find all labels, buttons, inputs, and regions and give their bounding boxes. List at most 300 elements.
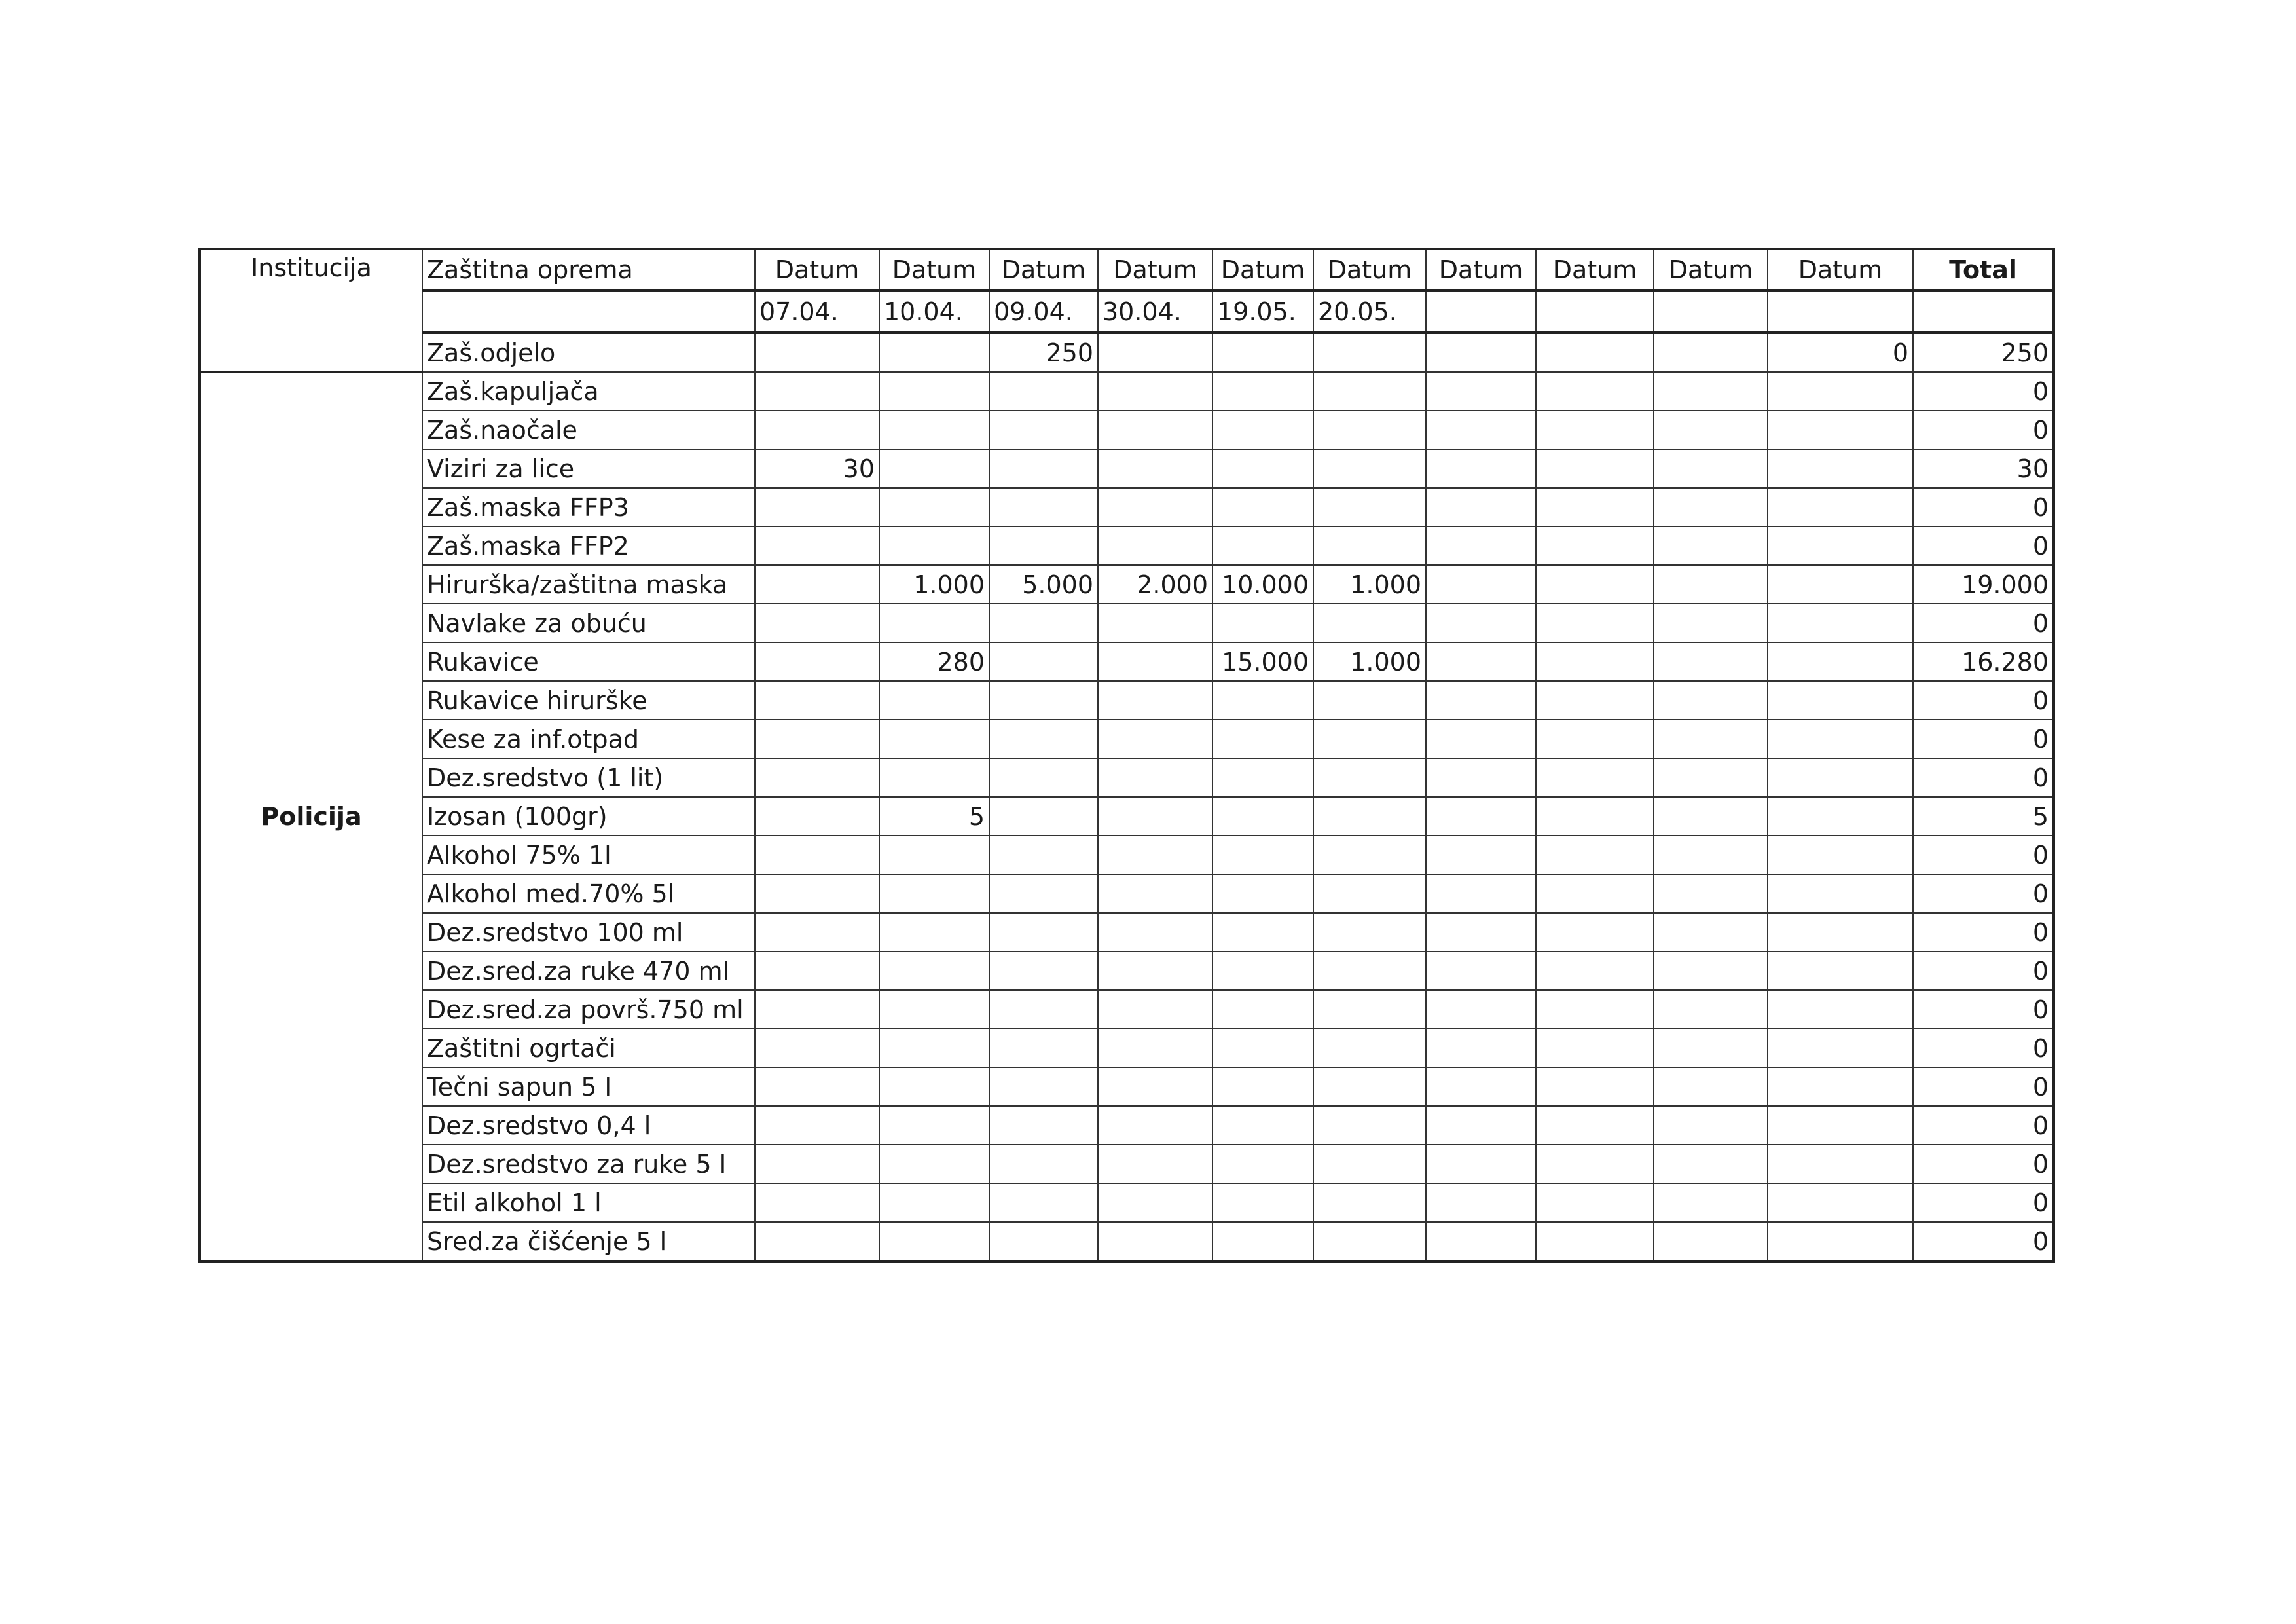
quantity-cell bbox=[1768, 411, 1913, 449]
quantity-cell: 5.000 bbox=[989, 565, 1098, 604]
quantity-cell bbox=[1098, 836, 1212, 874]
quantity-cell bbox=[989, 874, 1098, 913]
quantity-cell bbox=[1536, 720, 1654, 758]
quantity-cell bbox=[1313, 526, 1426, 565]
table-row bbox=[200, 1222, 2054, 1261]
quantity-cell bbox=[1654, 565, 1768, 604]
table-row bbox=[200, 1067, 2054, 1106]
quantity-cell bbox=[1212, 874, 1313, 913]
quantity-cell bbox=[755, 681, 879, 720]
quantity-cell bbox=[879, 874, 989, 913]
quantity-cell bbox=[1098, 1145, 1212, 1183]
quantity-cell bbox=[1426, 1029, 1536, 1067]
quantity-cell: 1.000 bbox=[1313, 642, 1426, 681]
quantity-cell bbox=[755, 1067, 879, 1106]
quantity-cell bbox=[1313, 1183, 1426, 1222]
quantity-cell bbox=[1313, 411, 1426, 449]
quantity-cell bbox=[989, 1106, 1098, 1145]
date-value: 09.04. bbox=[989, 291, 1098, 333]
quantity-cell bbox=[1212, 488, 1313, 526]
quantity-cell bbox=[1768, 526, 1913, 565]
quantity-cell bbox=[1768, 1222, 1913, 1261]
quantity-cell bbox=[1313, 797, 1426, 836]
table-body bbox=[200, 249, 2054, 1261]
quantity-cell bbox=[1212, 333, 1313, 372]
quantity-cell bbox=[989, 951, 1098, 990]
quantity-cell bbox=[1212, 1029, 1313, 1067]
dates-row-label bbox=[422, 291, 755, 333]
quantity-cell bbox=[989, 990, 1098, 1029]
quantity-cell bbox=[1426, 526, 1536, 565]
quantity-cell bbox=[755, 758, 879, 797]
date-header: Datum bbox=[989, 249, 1098, 291]
date-header: Datum bbox=[1426, 249, 1536, 291]
quantity-cell bbox=[755, 488, 879, 526]
quantity-cell bbox=[1654, 1222, 1768, 1261]
dates-row bbox=[200, 291, 2054, 333]
quantity-cell: 30 bbox=[755, 449, 879, 488]
quantity-cell bbox=[1536, 1067, 1654, 1106]
quantity-cell bbox=[1212, 1145, 1313, 1183]
total-cell: 0 bbox=[1913, 1067, 2054, 1106]
quantity-cell bbox=[1212, 526, 1313, 565]
quantity-cell bbox=[989, 449, 1098, 488]
quantity-cell bbox=[1426, 951, 1536, 990]
quantity-cell bbox=[755, 720, 879, 758]
quantity-cell bbox=[1098, 372, 1212, 411]
quantity-cell bbox=[989, 1222, 1098, 1261]
quantity-cell bbox=[1536, 411, 1654, 449]
quantity-cell bbox=[1098, 1183, 1212, 1222]
quantity-cell bbox=[1768, 642, 1913, 681]
quantity-cell bbox=[1654, 449, 1768, 488]
quantity-cell bbox=[1098, 758, 1212, 797]
quantity-cell bbox=[879, 411, 989, 449]
item-name: Viziri za lice bbox=[422, 449, 755, 488]
total-date-cell bbox=[1913, 291, 2054, 333]
quantity-cell bbox=[1768, 836, 1913, 874]
quantity-cell bbox=[1536, 372, 1654, 411]
item-name: Rukavice bbox=[422, 642, 755, 681]
total-cell: 0 bbox=[1913, 913, 2054, 951]
quantity-cell bbox=[1098, 874, 1212, 913]
quantity-cell bbox=[1536, 1029, 1654, 1067]
quantity-cell bbox=[1212, 372, 1313, 411]
total-cell: 30 bbox=[1913, 449, 2054, 488]
total-cell: 0 bbox=[1913, 526, 2054, 565]
quantity-cell bbox=[1426, 372, 1536, 411]
quantity-cell bbox=[1768, 758, 1913, 797]
item-name: Zaš.odjelo bbox=[422, 333, 755, 372]
quantity-cell bbox=[989, 681, 1098, 720]
quantity-cell bbox=[1768, 604, 1913, 642]
date-header: Datum bbox=[879, 249, 989, 291]
quantity-cell bbox=[989, 720, 1098, 758]
item-name: Sred.za čišćenje 5 l bbox=[422, 1222, 755, 1261]
item-name: Rukavice hirurške bbox=[422, 681, 755, 720]
quantity-cell bbox=[1212, 797, 1313, 836]
quantity-cell bbox=[755, 874, 879, 913]
quantity-cell bbox=[1426, 642, 1536, 681]
quantity-cell bbox=[989, 642, 1098, 681]
quantity-cell bbox=[989, 372, 1098, 411]
total-header: Total bbox=[1913, 249, 2054, 291]
quantity-cell bbox=[1536, 681, 1654, 720]
total-cell: 19.000 bbox=[1913, 565, 2054, 604]
total-cell: 0 bbox=[1913, 681, 2054, 720]
table-row bbox=[200, 951, 2054, 990]
quantity-cell bbox=[1536, 874, 1654, 913]
quantity-cell bbox=[879, 913, 989, 951]
quantity-cell bbox=[879, 449, 989, 488]
quantity-cell bbox=[1313, 681, 1426, 720]
date-header: Datum bbox=[1098, 249, 1212, 291]
quantity-cell bbox=[879, 488, 989, 526]
date-header: Datum bbox=[1313, 249, 1426, 291]
item-name: Hirurška/zaštitna maska bbox=[422, 565, 755, 604]
quantity-cell bbox=[879, 758, 989, 797]
quantity-cell bbox=[1654, 990, 1768, 1029]
quantity-cell bbox=[755, 604, 879, 642]
quantity-cell bbox=[1536, 604, 1654, 642]
quantity-cell bbox=[1426, 797, 1536, 836]
item-name: Dez.sred.za ruke 470 ml bbox=[422, 951, 755, 990]
total-cell: 0 bbox=[1913, 1145, 2054, 1183]
table-row bbox=[200, 411, 2054, 449]
quantity-cell: 280 bbox=[879, 642, 989, 681]
date-header: Datum bbox=[1768, 249, 1913, 291]
quantity-cell bbox=[1313, 1222, 1426, 1261]
quantity-cell bbox=[879, 720, 989, 758]
quantity-cell bbox=[989, 1029, 1098, 1067]
quantity-cell bbox=[1212, 951, 1313, 990]
quantity-cell bbox=[1098, 642, 1212, 681]
quantity-cell bbox=[1654, 758, 1768, 797]
date-value bbox=[1768, 291, 1913, 333]
quantity-cell bbox=[755, 333, 879, 372]
total-cell: 0 bbox=[1913, 1029, 2054, 1067]
quantity-cell bbox=[989, 604, 1098, 642]
item-name: Tečni sapun 5 l bbox=[422, 1067, 755, 1106]
date-value bbox=[1426, 291, 1536, 333]
quantity-cell bbox=[1313, 449, 1426, 488]
institution-name: Policija bbox=[200, 372, 422, 1261]
quantity-cell bbox=[879, 1183, 989, 1222]
quantity-cell bbox=[1426, 1067, 1536, 1106]
quantity-cell bbox=[1536, 565, 1654, 604]
quantity-cell bbox=[1313, 874, 1426, 913]
quantity-cell bbox=[1536, 1222, 1654, 1261]
table-row bbox=[200, 720, 2054, 758]
date-value: 20.05. bbox=[1313, 291, 1426, 333]
date-header: Datum bbox=[1536, 249, 1654, 291]
quantity-cell bbox=[1768, 913, 1913, 951]
total-cell: 0 bbox=[1913, 990, 2054, 1029]
quantity-cell bbox=[1536, 1106, 1654, 1145]
table-row bbox=[200, 488, 2054, 526]
total-cell: 0 bbox=[1913, 1183, 2054, 1222]
quantity-cell bbox=[1654, 1067, 1768, 1106]
quantity-cell bbox=[1212, 449, 1313, 488]
quantity-cell bbox=[1098, 1106, 1212, 1145]
quantity-cell bbox=[755, 913, 879, 951]
table-row bbox=[200, 874, 2054, 913]
quantity-cell bbox=[879, 681, 989, 720]
date-value: 10.04. bbox=[879, 291, 989, 333]
quantity-cell bbox=[1536, 488, 1654, 526]
quantity-cell bbox=[755, 411, 879, 449]
quantity-cell bbox=[755, 797, 879, 836]
quantity-cell bbox=[1536, 1183, 1654, 1222]
quantity-cell bbox=[1313, 1106, 1426, 1145]
item-name: Navlake za obuću bbox=[422, 604, 755, 642]
table-row bbox=[200, 797, 2054, 836]
item-name: Alkohol med.70% 5l bbox=[422, 874, 755, 913]
quantity-cell bbox=[1768, 1145, 1913, 1183]
quantity-cell bbox=[1654, 642, 1768, 681]
quantity-cell bbox=[989, 1067, 1098, 1106]
quantity-cell bbox=[1212, 604, 1313, 642]
quantity-cell bbox=[1098, 990, 1212, 1029]
quantity-cell bbox=[1654, 1106, 1768, 1145]
quantity-cell bbox=[1098, 797, 1212, 836]
quantity-cell bbox=[755, 642, 879, 681]
table-row bbox=[200, 642, 2054, 681]
header-row bbox=[200, 249, 2054, 291]
quantity-cell bbox=[1313, 372, 1426, 411]
quantity-cell bbox=[1313, 951, 1426, 990]
quantity-cell bbox=[1098, 1029, 1212, 1067]
table-row bbox=[200, 604, 2054, 642]
quantity-cell bbox=[1212, 836, 1313, 874]
quantity-cell bbox=[1768, 1067, 1913, 1106]
quantity-cell bbox=[1654, 1029, 1768, 1067]
quantity-cell bbox=[1654, 913, 1768, 951]
quantity-cell bbox=[1426, 1183, 1536, 1222]
quantity-cell bbox=[989, 526, 1098, 565]
quantity-cell bbox=[1654, 372, 1768, 411]
quantity-cell bbox=[1768, 1106, 1913, 1145]
quantity-cell bbox=[1768, 372, 1913, 411]
quantity-cell bbox=[1212, 1222, 1313, 1261]
equipment-header: Zaštitna oprema bbox=[422, 249, 755, 291]
date-value: 30.04. bbox=[1098, 291, 1212, 333]
quantity-cell bbox=[1426, 1106, 1536, 1145]
date-value: 19.05. bbox=[1212, 291, 1313, 333]
total-cell: 0 bbox=[1913, 1106, 2054, 1145]
quantity-cell bbox=[1098, 526, 1212, 565]
item-name: Dez.sredstvo 100 ml bbox=[422, 913, 755, 951]
quantity-cell bbox=[1313, 913, 1426, 951]
quantity-cell bbox=[989, 797, 1098, 836]
quantity-cell bbox=[755, 565, 879, 604]
quantity-cell bbox=[1212, 758, 1313, 797]
item-name: Alkohol 75% 1l bbox=[422, 836, 755, 874]
quantity-cell bbox=[1212, 1106, 1313, 1145]
quantity-cell bbox=[1654, 1145, 1768, 1183]
quantity-cell bbox=[1536, 526, 1654, 565]
quantity-cell bbox=[879, 1106, 989, 1145]
total-cell: 0 bbox=[1913, 874, 2054, 913]
quantity-cell bbox=[1536, 1145, 1654, 1183]
quantity-cell bbox=[989, 913, 1098, 951]
item-name: Dez.sredstvo (1 lit) bbox=[422, 758, 755, 797]
quantity-cell bbox=[1768, 720, 1913, 758]
quantity-cell: 5 bbox=[879, 797, 989, 836]
table-row bbox=[200, 1183, 2054, 1222]
quantity-cell bbox=[1212, 1067, 1313, 1106]
quantity-cell bbox=[879, 951, 989, 990]
table-row bbox=[200, 526, 2054, 565]
quantity-cell bbox=[1426, 488, 1536, 526]
quantity-cell bbox=[1098, 681, 1212, 720]
quantity-cell bbox=[1426, 720, 1536, 758]
quantity-cell bbox=[879, 333, 989, 372]
total-cell: 0 bbox=[1913, 488, 2054, 526]
quantity-cell bbox=[879, 1222, 989, 1261]
quantity-cell bbox=[755, 1183, 879, 1222]
date-value bbox=[1536, 291, 1654, 333]
quantity-cell bbox=[1426, 874, 1536, 913]
quantity-cell bbox=[1654, 488, 1768, 526]
item-name: Etil alkohol 1 l bbox=[422, 1183, 755, 1222]
quantity-cell bbox=[1313, 990, 1426, 1029]
quantity-cell bbox=[1212, 411, 1313, 449]
quantity-cell bbox=[1098, 488, 1212, 526]
item-name: Zaš.kapuljača bbox=[422, 372, 755, 411]
quantity-cell bbox=[989, 411, 1098, 449]
date-header: Datum bbox=[1654, 249, 1768, 291]
quantity-cell bbox=[1654, 874, 1768, 913]
quantity-cell bbox=[1536, 449, 1654, 488]
quantity-cell bbox=[1536, 642, 1654, 681]
quantity-cell bbox=[755, 526, 879, 565]
quantity-cell bbox=[1313, 333, 1426, 372]
table-row bbox=[200, 681, 2054, 720]
total-cell: 0 bbox=[1913, 411, 2054, 449]
quantity-cell: 1.000 bbox=[879, 565, 989, 604]
table-row bbox=[200, 1145, 2054, 1183]
quantity-cell bbox=[1426, 758, 1536, 797]
total-cell: 250 bbox=[1913, 333, 2054, 372]
quantity-cell bbox=[1654, 951, 1768, 990]
quantity-cell bbox=[755, 951, 879, 990]
quantity-cell bbox=[1654, 681, 1768, 720]
table-row bbox=[200, 913, 2054, 951]
quantity-cell bbox=[1768, 1183, 1913, 1222]
quantity-cell bbox=[1426, 604, 1536, 642]
quantity-cell bbox=[1536, 836, 1654, 874]
table-row bbox=[200, 449, 2054, 488]
quantity-cell bbox=[1768, 797, 1913, 836]
quantity-cell bbox=[1212, 720, 1313, 758]
quantity-cell bbox=[1098, 1067, 1212, 1106]
quantity-cell bbox=[1768, 990, 1913, 1029]
quantity-cell bbox=[1098, 411, 1212, 449]
quantity-cell bbox=[1313, 1029, 1426, 1067]
quantity-cell bbox=[1426, 565, 1536, 604]
quantity-cell bbox=[1654, 1183, 1768, 1222]
quantity-cell bbox=[1654, 720, 1768, 758]
quantity-cell bbox=[755, 372, 879, 411]
quantity-cell bbox=[755, 836, 879, 874]
quantity-cell bbox=[1313, 836, 1426, 874]
quantity-cell: 1.000 bbox=[1313, 565, 1426, 604]
date-header: Datum bbox=[755, 249, 879, 291]
quantity-cell bbox=[1313, 1145, 1426, 1183]
quantity-cell bbox=[1768, 951, 1913, 990]
quantity-cell bbox=[879, 836, 989, 874]
date-value: 07.04. bbox=[755, 291, 879, 333]
quantity-cell bbox=[1768, 681, 1913, 720]
item-name: Izosan (100gr) bbox=[422, 797, 755, 836]
quantity-cell bbox=[1536, 333, 1654, 372]
quantity-cell bbox=[1212, 1183, 1313, 1222]
total-cell: 0 bbox=[1913, 720, 2054, 758]
quantity-cell bbox=[1426, 990, 1536, 1029]
item-name: Dez.sredstvo za ruke 5 l bbox=[422, 1145, 755, 1183]
quantity-cell bbox=[879, 372, 989, 411]
quantity-cell bbox=[1098, 913, 1212, 951]
item-name: Kese za inf.otpad bbox=[422, 720, 755, 758]
quantity-cell bbox=[1313, 758, 1426, 797]
quantity-cell bbox=[1212, 990, 1313, 1029]
quantity-cell bbox=[1768, 449, 1913, 488]
item-name: Zaš.naočale bbox=[422, 411, 755, 449]
quantity-cell bbox=[1768, 488, 1913, 526]
quantity-cell bbox=[1426, 1222, 1536, 1261]
quantity-cell bbox=[755, 1106, 879, 1145]
quantity-cell bbox=[1426, 333, 1536, 372]
quantity-cell bbox=[1098, 333, 1212, 372]
quantity-cell bbox=[755, 1145, 879, 1183]
date-value bbox=[1654, 291, 1768, 333]
table-row bbox=[200, 836, 2054, 874]
quantity-cell bbox=[1426, 836, 1536, 874]
quantity-cell bbox=[1426, 913, 1536, 951]
quantity-cell bbox=[1654, 604, 1768, 642]
table-row bbox=[200, 990, 2054, 1029]
item-name: Zaš.maska FFP2 bbox=[422, 526, 755, 565]
total-cell: 5 bbox=[1913, 797, 2054, 836]
quantity-cell bbox=[1536, 797, 1654, 836]
quantity-cell bbox=[1536, 758, 1654, 797]
quantity-cell bbox=[879, 604, 989, 642]
table-row bbox=[200, 333, 2054, 372]
institution-header: Institucija bbox=[200, 249, 422, 372]
quantity-cell: 2.000 bbox=[1098, 565, 1212, 604]
quantity-cell bbox=[1654, 526, 1768, 565]
total-cell: 0 bbox=[1913, 604, 2054, 642]
quantity-cell bbox=[1654, 797, 1768, 836]
quantity-cell bbox=[879, 526, 989, 565]
equipment-table bbox=[198, 248, 2055, 1263]
quantity-cell bbox=[879, 990, 989, 1029]
item-name: Zaštitni ogrtači bbox=[422, 1029, 755, 1067]
quantity-cell bbox=[1768, 565, 1913, 604]
quantity-cell bbox=[1536, 951, 1654, 990]
quantity-cell bbox=[1654, 411, 1768, 449]
quantity-cell bbox=[1426, 1145, 1536, 1183]
quantity-cell bbox=[755, 1029, 879, 1067]
quantity-cell bbox=[989, 836, 1098, 874]
item-name: Dez.sredstvo 0,4 l bbox=[422, 1106, 755, 1145]
table-row bbox=[200, 372, 2054, 411]
quantity-cell bbox=[1768, 1029, 1913, 1067]
table-row bbox=[200, 1029, 2054, 1067]
quantity-cell bbox=[1426, 449, 1536, 488]
quantity-cell bbox=[1098, 449, 1212, 488]
